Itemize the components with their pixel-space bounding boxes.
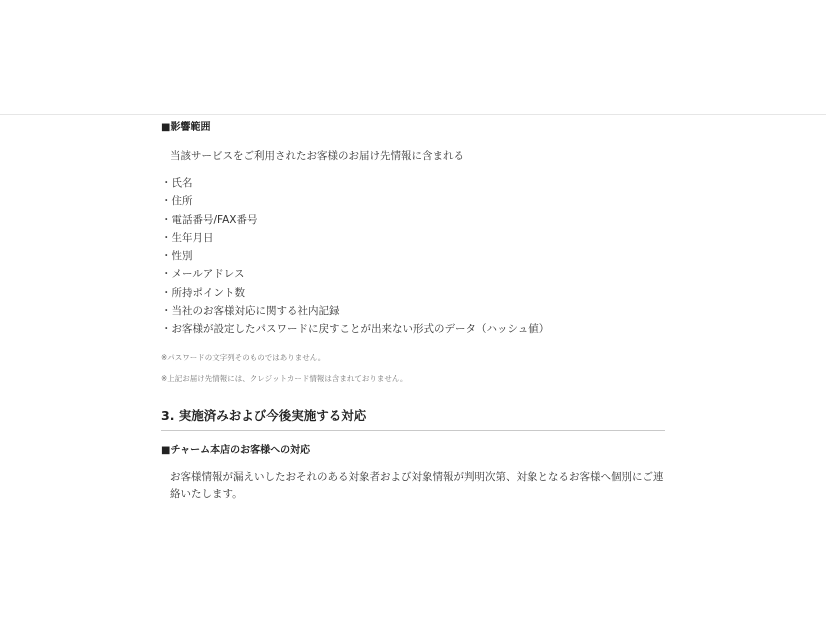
list-item: ・当社のお客様対応に関する社内記録 bbox=[161, 305, 340, 318]
list-item: ・性別 bbox=[161, 250, 193, 263]
section-title: 3. 実施済みおよび今後実施する対応 bbox=[161, 408, 665, 431]
article-content bbox=[161, 115, 665, 503]
list-item: ・氏名 bbox=[161, 177, 193, 189]
impact-list bbox=[161, 174, 665, 339]
page-header-area bbox=[0, 0, 826, 115]
list-item: ・お客様が設定したパスワードに戻すことが出来ない形式のデータ（ハッシュ値） bbox=[161, 323, 550, 336]
list-item: ・メールアドレス bbox=[161, 268, 245, 281]
customer-response-heading: ■チャーム本店のお客様への対応 bbox=[161, 444, 311, 456]
list-item: ・電話番号/FAX番号 bbox=[161, 213, 258, 226]
password-note: ※パスワードの文字列そのものではありません。 bbox=[161, 352, 326, 362]
impact-intro: 当該サービスをご利用されたお客様のお届け先情報に含まれる bbox=[170, 150, 464, 162]
list-item: ・所持ポイント数 bbox=[161, 286, 245, 299]
customer-response-body: お客様情報が漏えいしたおそれのある対象者および対象情報が判明次第、対象となるお客様へ個別にご連絡いたします。 bbox=[170, 470, 664, 500]
list-item: ・住所 bbox=[161, 195, 193, 208]
list-item: ・生年月日 bbox=[161, 231, 214, 244]
credit-card-note: ※上記お届け先情報には、クレジットカード情報は含まれておりません。 bbox=[161, 373, 408, 383]
impact-heading: ■影響範囲 bbox=[161, 122, 211, 133]
